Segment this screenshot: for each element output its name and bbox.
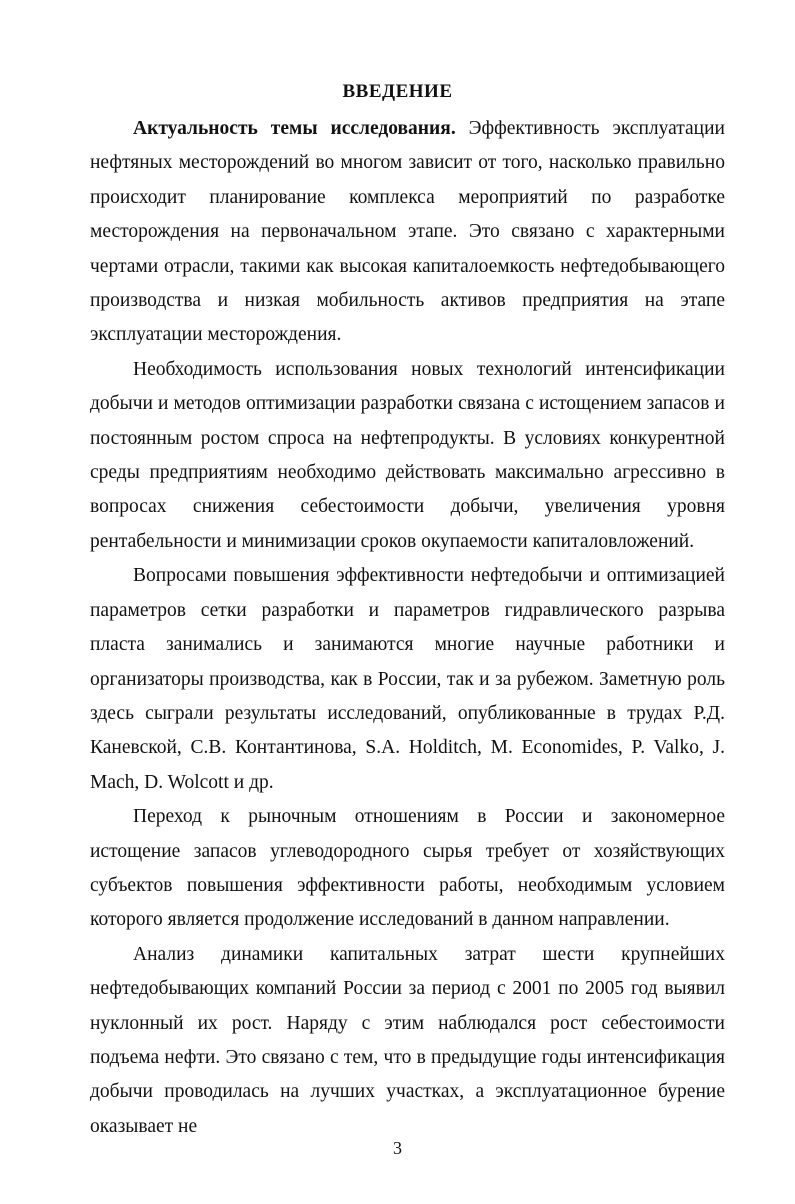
page-title: ВВЕДЕНИЕ [342, 81, 453, 102]
paragraph-lead: Актуальность темы исследования. [133, 118, 456, 139]
document-body [90, 112, 725, 1144]
paragraph-technologies: Необходимость использования новых технологий интенсификации добычи и методов оптимизации разработки связана с истощением запасов и постоянным ростом спроса на нефтепродукты. В условиях конкурентной среды предприятиям необходимо действовать максимально агрессивно в вопросах снижения себестоимости добычи, увеличения уровня рентабельности и минимизации сроков окупаемости капиталовложений. [90, 358, 725, 552]
paragraph-text: Эффективность эксплуатации нефтяных месторождений во многом зависит от того, насколько правильно происходит планирование комплекса мероприятий по разработке месторождения на первоначальном этапе. Это связано с характерными чертами отрасли, такими как высокая капиталоемкость нефтедобывающего производства и низкая мобильность активов предприятия на этапе эксплуатации месторождения. [90, 118, 725, 346]
page-number: 3 [393, 1138, 402, 1158]
paragraph-relevance [90, 112, 725, 353]
paragraph-research: Вопросами повышения эффективности нефтедобычи и оптимизацией параметров сетки разработки и параметров гидравлического разрыва пласта занимались и занимаются многие научные работники и организаторы производства, как в России, так и за рубежом. Заметную роль здесь сыграли результаты исследований, опубликованные в трудах Р.Д. Каневской, С.В. Контантинова, S.A. Holditch, M. Economides, P. Valko, J. Mach, D. Wolcott и др. [90, 565, 725, 793]
paragraph-market: Переход к рыночным отношениям в России и закономерное истощение запасов углеводородного сырья требует от хозяйствующих субъектов повышения эффективности работы, необходимым условием которого является продолжение исследований в данном направлении. [90, 806, 725, 931]
paragraph-analysis: Анализ динамики капитальных затрат шести крупнейших нефтедобывающих компаний России за период с 2001 по 2005 год выявил нуклонный их рост. Наряду с этим наблюдался рост себестоимости подъема нефти. Это связано с тем, что в предыдущие годы интенсификация добычи проводилась на лучших участках, а эксплуатационное бурение оказывает не [90, 943, 725, 1137]
